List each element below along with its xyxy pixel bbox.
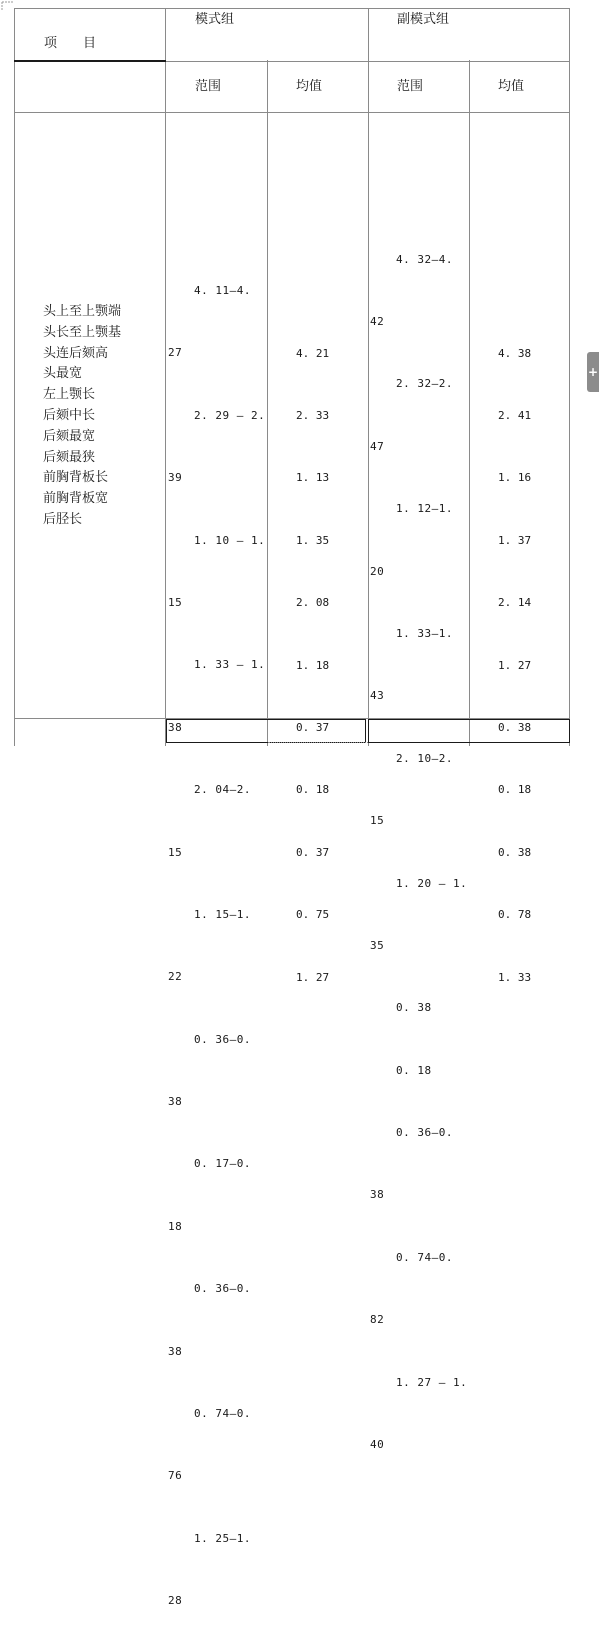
range-line: 15 [168, 845, 183, 859]
group-a-range-header: 范围 [195, 79, 222, 94]
item-name: 头上至上颚端 [43, 304, 122, 319]
side-expand-handle[interactable] [587, 352, 599, 392]
mean-value: 1. 18 [296, 658, 330, 672]
range-line: 47 [370, 439, 385, 453]
mean-value: 4. 38 [498, 346, 532, 360]
mean-value: 0. 75 [296, 908, 330, 922]
group-a-mean-column [296, 302, 329, 1009]
range-line: 39 [168, 471, 183, 485]
group-b-range-header: 范围 [397, 79, 424, 94]
mean-value: 1. 27 [296, 970, 330, 984]
mean-value: 2. 08 [296, 596, 330, 610]
range-line: 1. 12—1. [396, 502, 453, 516]
col-divider-1 [165, 8, 166, 746]
item-header: 项 目 [44, 36, 97, 51]
group-a-mean-header: 均值 [296, 79, 323, 94]
mean-value: 2. 33 [296, 408, 330, 422]
group-b-range-column [370, 208, 467, 1477]
item-name: 后颏最宽 [43, 428, 96, 444]
range-line: 2. 04—2. [194, 783, 251, 797]
item-name-list [43, 302, 121, 531]
mean-value: 0. 37 [296, 720, 330, 734]
item-name: 前胸背板宽 [43, 491, 109, 507]
range-line: 0. 36—0. [194, 1282, 251, 1296]
table-left-border [14, 8, 15, 746]
mean-value: 0. 78 [498, 908, 532, 922]
range-line: 15 [168, 595, 183, 609]
mean-value: 0. 18 [296, 783, 330, 797]
mean-value: 0. 38 [498, 720, 532, 734]
mean-value: 1. 13 [296, 471, 330, 485]
range-line: 35 [370, 938, 385, 952]
range-line: 1. 33—1. [396, 626, 453, 640]
mean-value: 1. 37 [498, 533, 532, 547]
range-line: 1. 20 — 1. [396, 876, 468, 890]
range-line: 0. 36—0. [194, 1032, 251, 1046]
range-line: 1. 27 — 1. [396, 1375, 468, 1389]
range-line: 82 [370, 1313, 385, 1327]
item-name: 后颏中长 [43, 407, 96, 423]
col-divider-2 [267, 60, 268, 746]
mean-value: 1. 33 [498, 970, 532, 984]
range-line: 2. 29 — 2. [194, 408, 266, 422]
item-name: 前胸背板长 [43, 470, 109, 486]
range-line: 0. 74—0. [194, 1407, 251, 1421]
range-line: 0. 36—0. [396, 1126, 453, 1140]
range-line: 40 [370, 1438, 385, 1452]
group-b-mean-column [498, 302, 531, 1009]
range-line: 2. 10—2. [396, 751, 453, 765]
range-line: 0. 74—0. [396, 1250, 453, 1264]
group-a-range-column [168, 177, 265, 1633]
table-top-border [14, 8, 570, 9]
range-line: 43 [370, 689, 385, 703]
item-name: 头最宽 [43, 366, 83, 382]
item-name: 后颏最狭 [43, 449, 96, 465]
range-line: 4. 11—4. [194, 283, 251, 297]
range-line: 0. 38 [396, 1001, 432, 1015]
range-line: 28 [168, 1594, 183, 1608]
col-divider-4 [469, 60, 470, 746]
mean-value: 4. 21 [296, 346, 330, 360]
mean-value: 2. 14 [498, 596, 532, 610]
mean-value: 1. 27 [498, 658, 532, 672]
range-line: 38 [168, 1344, 183, 1358]
mean-value: 1. 16 [498, 471, 532, 485]
range-line: 38 [370, 1188, 385, 1202]
range-line: 1. 15—1. [194, 907, 251, 921]
range-line: 2. 32—2. [396, 377, 453, 391]
mean-value: 2. 41 [498, 408, 532, 422]
mean-value: 0. 18 [498, 783, 532, 797]
range-line: 0. 18 [396, 1063, 432, 1077]
item-name: 头长至上颚基 [43, 324, 122, 340]
group-header-rule [166, 61, 570, 62]
range-line [168, 219, 265, 240]
range-line: 22 [168, 970, 183, 984]
group-b-header: 副模式组 [397, 12, 450, 27]
mean-value: 0. 37 [296, 845, 330, 859]
item-name: 后胫长 [43, 511, 83, 527]
range-line: 1. 25—1. [194, 1531, 251, 1545]
col-divider-3 [368, 8, 369, 746]
range-line: 18 [168, 1219, 183, 1233]
group-b-mean-header: 均值 [498, 79, 525, 94]
range-line: 1. 10 — 1. [194, 533, 266, 547]
range-line: 38 [168, 720, 183, 734]
range-line: 38 [168, 1095, 183, 1109]
range-line: 4. 32—4. [396, 252, 453, 266]
mean-value: 0. 38 [498, 845, 532, 859]
range-line: 15 [370, 814, 385, 828]
mean-value: 1. 35 [296, 533, 330, 547]
item-header-rule [14, 60, 166, 62]
range-line: 20 [370, 564, 385, 578]
range-line: 76 [168, 1469, 183, 1483]
item-name: 左上颚长 [43, 387, 96, 403]
range-line: 27 [168, 346, 183, 360]
subheader-rule [14, 112, 570, 113]
range-line: 42 [370, 314, 385, 328]
group-a-header: 模式组 [195, 12, 235, 27]
plus-icon: + [587, 365, 599, 379]
table-right-border [569, 8, 570, 746]
range-line: 1. 33 — 1. [194, 658, 266, 672]
range-line: 0. 17—0. [194, 1157, 251, 1171]
item-name: 头连后颏高 [43, 345, 109, 361]
